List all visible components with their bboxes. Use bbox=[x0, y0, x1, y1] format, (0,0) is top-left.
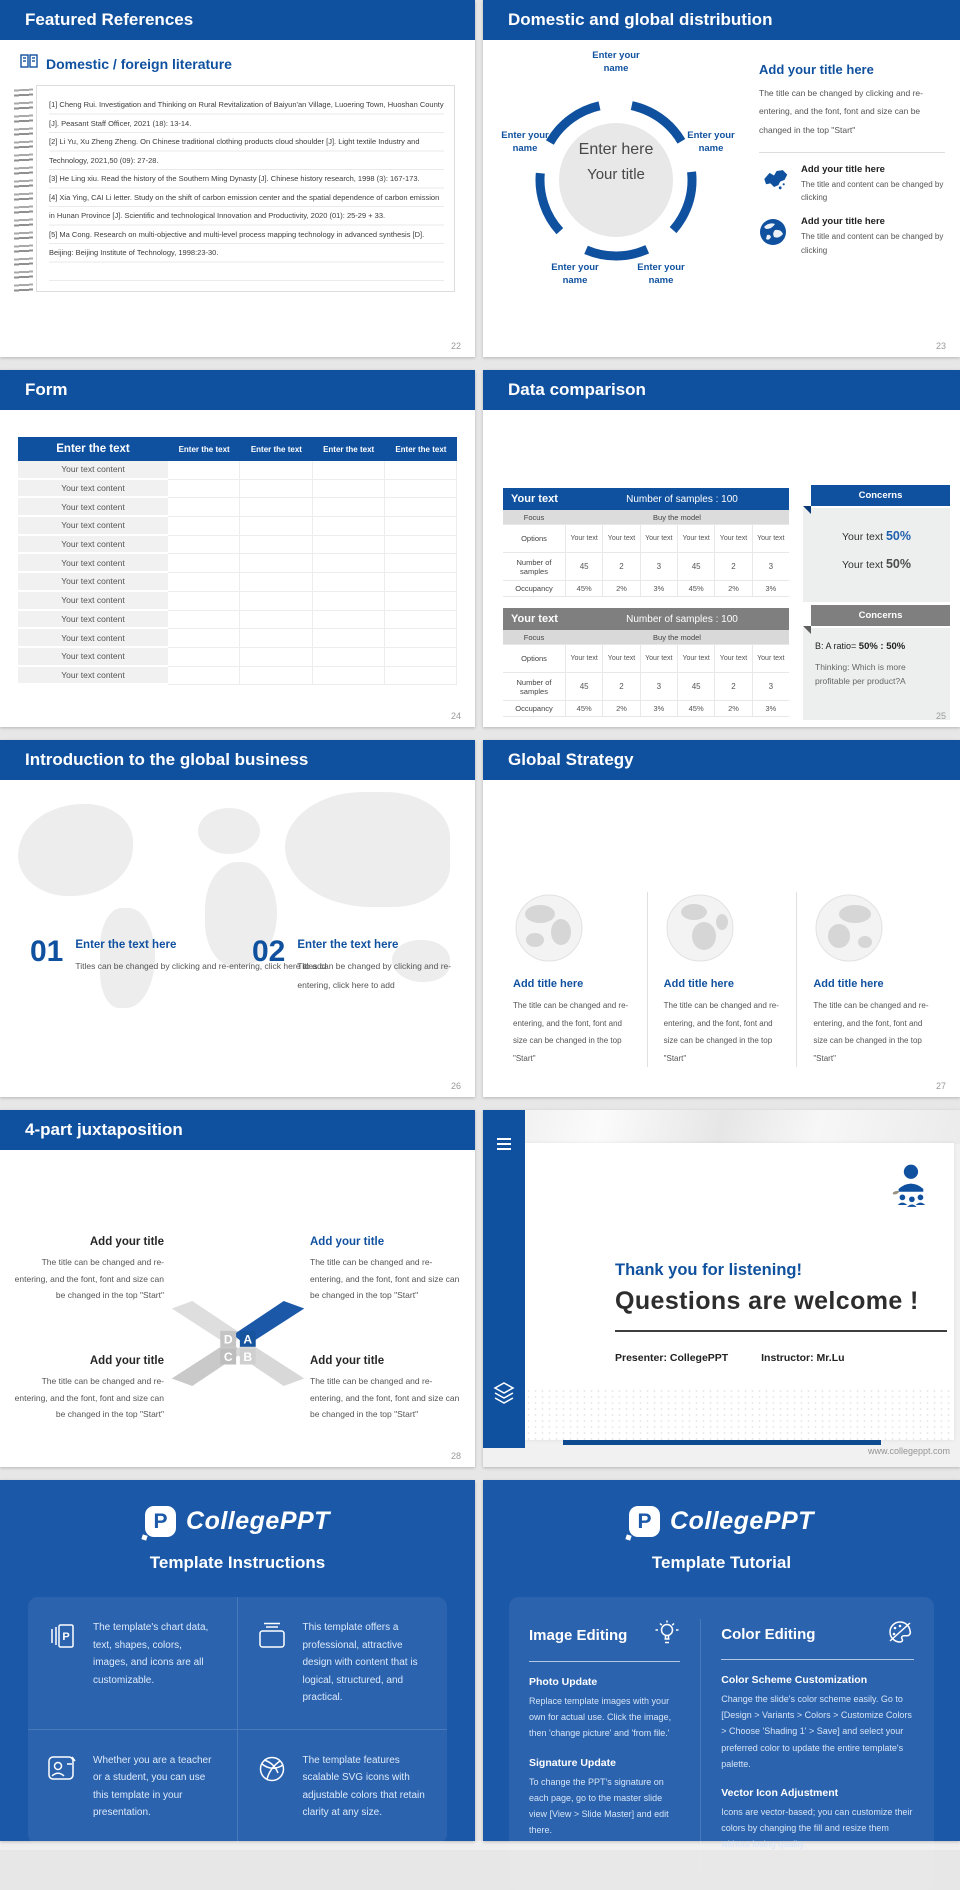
title-block-bottom-right: Add your title The title can be changed and re-entering, and the font, font and size can be changed in the top "Start" bbox=[310, 1355, 460, 1420]
column-header: Enter the text bbox=[250, 444, 302, 454]
layers-icon bbox=[493, 1382, 515, 1413]
letter-d: D bbox=[223, 1332, 233, 1347]
column-text: The title can be changed and re-entering, and the font, font and size can be changed in the top "Start" bbox=[663, 1001, 779, 1063]
table-row: Occupancy 45% 2% 3% 45% 2% 3% bbox=[503, 580, 789, 597]
focus-label: Focus bbox=[523, 512, 545, 522]
table-row: Your text content bbox=[18, 573, 457, 592]
slide-thank-you[interactable] bbox=[483, 1110, 960, 1467]
instruction-item: This template offers a professional, attractive design with content that is logical, structured, and practical. bbox=[238, 1597, 448, 1730]
gray-globe-icon bbox=[513, 892, 585, 964]
list-item bbox=[759, 216, 945, 257]
thanks-heading: Thank you for listening! bbox=[615, 1261, 803, 1279]
tutorial-entry: Vector Icon Adjustment Icons are vector-based; you can customize their colors by changing the fill and resize them without losing quality. bbox=[721, 1786, 913, 1850]
page-number: 28 bbox=[450, 1451, 461, 1461]
collegeppt-wordmark: CollegePPT bbox=[186, 1507, 330, 1535]
table-body bbox=[18, 461, 457, 685]
gray-globe-icon bbox=[813, 892, 885, 964]
slide-title: Domestic and global distribution bbox=[483, 0, 960, 40]
tutorial-column-image-editing bbox=[509, 1619, 700, 1868]
tutorial-entry: Signature Update To change the PPT's signature on each page, go to the master slide view [View > Slide Master] and edit there. bbox=[529, 1756, 669, 1836]
name-label-left: Enter your name bbox=[501, 130, 549, 154]
model-label: Buy the model bbox=[653, 512, 701, 522]
lightbulb-icon bbox=[654, 1619, 680, 1652]
title-block-top-right: Add your title The title can be changed and re-entering, and the font, font and size can be changed in the top "Start" bbox=[310, 1236, 460, 1301]
table-row: Your text content bbox=[18, 498, 457, 517]
column-text: The title can be changed and re-entering, and the font, font and size can be changed in the top "Start" bbox=[513, 1001, 629, 1063]
item-text: Titles can be changed by clicking and re-entering, click here to add bbox=[297, 961, 452, 990]
dribbble-ball-icon bbox=[256, 1752, 290, 1789]
section-title: Color Editing bbox=[721, 1626, 816, 1643]
letter-a: A bbox=[243, 1332, 253, 1347]
briefcase-icon bbox=[256, 1619, 290, 1656]
column-title: Add title here bbox=[813, 978, 884, 990]
table-name: Your text bbox=[511, 493, 558, 505]
item-title: Enter the text here bbox=[297, 939, 399, 951]
strategy-column bbox=[647, 892, 797, 1067]
tutorial-entry: Color Scheme Customization Change the slide's color scheme easily. Go to [Design > Variants > Colors > Customize Colors > Choose 'Shading 1' > Save] and select your preferred color to update the entire template's palette. bbox=[721, 1674, 912, 1769]
slide-23-distribution[interactable] bbox=[483, 0, 960, 357]
table-row: Your text content bbox=[18, 536, 457, 555]
page-number: 23 bbox=[935, 341, 946, 351]
instructions-card bbox=[28, 1597, 447, 1844]
instruction-item: The template features scalable SVG icons with adjustable colors that retain clarity at any size. bbox=[238, 1730, 448, 1844]
item-text: Titles can be changed by clicking and re-entering, click here to add bbox=[75, 961, 327, 971]
table-row: Your text content bbox=[18, 554, 457, 573]
circular-diagram bbox=[491, 50, 741, 320]
literature-heading bbox=[20, 54, 232, 73]
comparison-table-1 bbox=[503, 488, 789, 597]
reference-entry: [3] He Ling xiu. Read the history of the Southern Ming Dynasty [J]. Chinese history research, 1998 (3): 167-173. bbox=[49, 174, 420, 183]
underline-rule bbox=[615, 1330, 947, 1332]
left-sidebar bbox=[483, 1110, 525, 1448]
svg-text:P: P bbox=[62, 1631, 70, 1643]
ribbon-x-graphic bbox=[168, 1296, 308, 1396]
item-text: The title and content can be changed by clicking bbox=[801, 179, 944, 203]
literature-heading-label: Domestic / foreign literature bbox=[46, 55, 232, 72]
slide-title: Featured References bbox=[0, 0, 475, 40]
table-row: Options Your text Your text Your text Your text Your text Your text bbox=[503, 644, 789, 672]
item-text: The title and content can be changed by clicking bbox=[801, 231, 944, 255]
concerns-title: Concerns bbox=[811, 605, 950, 626]
slide-25-data-comparison[interactable] bbox=[483, 370, 960, 727]
instruction-item: Whether you are a teacher or a student, you can use this template in your presentation. bbox=[28, 1730, 238, 1844]
collegeppt-logo-mark-icon: P bbox=[145, 1506, 176, 1537]
thank-you-card bbox=[525, 1143, 954, 1440]
instruction-item: P The template's chart data, text, shapes, colors, images, and icons are all customizable. bbox=[28, 1597, 238, 1730]
distribution-text-column bbox=[759, 62, 945, 257]
strategy-columns bbox=[497, 892, 946, 1067]
template-instructions-panel bbox=[0, 1480, 475, 1841]
reference-entry: [1] Cheng Rui. Investigation and Thinking on Rural Revitalization of Baiyun'an Village, Luoering Town, Huoshan County [J]. Peasant Staff Officer, 2021 (18): 13-14. bbox=[49, 100, 444, 128]
strategy-column bbox=[497, 892, 647, 1067]
concerns-box-2 bbox=[803, 605, 950, 707]
panel-heading: Template Tutorial bbox=[651, 1553, 792, 1572]
tutorial-column-color-editing bbox=[700, 1619, 934, 1868]
gray-globe-icon bbox=[664, 892, 736, 964]
slide-26-global-business[interactable] bbox=[0, 740, 475, 1097]
table-name: Your text bbox=[511, 613, 558, 625]
item-title: Enter the text here bbox=[75, 939, 177, 951]
item-number: 01 bbox=[30, 935, 64, 968]
graduate-person-icon bbox=[891, 1163, 929, 1214]
references-box bbox=[12, 85, 455, 292]
blue-accent-bar bbox=[563, 1440, 881, 1445]
slide-22-featured-references[interactable] bbox=[0, 0, 475, 357]
title-block-bottom-left: Add your title The title can be changed and re-entering, and the font, font and size can be changed in the top "Start" bbox=[14, 1355, 164, 1420]
item-title: Add your title here bbox=[801, 215, 885, 227]
panel-heading: Template Instructions bbox=[149, 1553, 326, 1572]
table-row: Number of samples 45 2 3 45 2 3 bbox=[503, 552, 789, 580]
palette-icon bbox=[886, 1619, 914, 1650]
slide-27-global-strategy[interactable] bbox=[483, 740, 960, 1097]
concerns-title: Concerns bbox=[811, 485, 950, 506]
comparison-table-2 bbox=[503, 608, 789, 717]
table-row: Your text content bbox=[18, 517, 457, 536]
numbered-item-01 bbox=[30, 937, 326, 976]
tutorial-card bbox=[509, 1597, 934, 1890]
presenter-line bbox=[615, 1352, 947, 1364]
instructor: Instructor: Mr.Lu bbox=[761, 1352, 845, 1364]
id-card-person-icon bbox=[46, 1752, 80, 1789]
page-number: 26 bbox=[450, 1081, 461, 1091]
add-title-heading: Add your title here bbox=[759, 62, 874, 77]
concern-line: Your text 50% bbox=[841, 529, 911, 543]
add-title-paragraph: The title can be changed by clicking and re-entering, and the font, font and size can be changed in the top "Start" bbox=[759, 88, 923, 135]
table-header-row bbox=[18, 437, 457, 461]
spiral-binding-icon bbox=[12, 84, 36, 292]
table-row: Your text content bbox=[18, 629, 457, 648]
column-header: Enter the text bbox=[323, 444, 375, 454]
globe-icon bbox=[759, 216, 791, 251]
page-number: 27 bbox=[935, 1081, 946, 1091]
references-list bbox=[36, 85, 455, 292]
thinking-line: Thinking: Which is more profitable per product?A bbox=[815, 662, 906, 687]
table-row: Options Your text Your text Your text Your text Your text Your text bbox=[503, 524, 789, 552]
page-number: 24 bbox=[450, 711, 461, 721]
list-item bbox=[759, 164, 945, 205]
table-row: Your text content bbox=[18, 592, 457, 611]
strategy-column bbox=[796, 892, 946, 1067]
perspective-grid-texture bbox=[525, 1388, 954, 1440]
collegeppt-wordmark: CollegePPT bbox=[670, 1507, 814, 1535]
section-title: Image Editing bbox=[529, 1627, 628, 1644]
page-number: 22 bbox=[450, 341, 461, 351]
column-header: Enter the text bbox=[178, 444, 230, 454]
collegeppt-logo bbox=[483, 1506, 960, 1537]
concern-line: Your text 50% bbox=[841, 556, 911, 571]
collegeppt-logo-mark-icon: P bbox=[629, 1506, 660, 1537]
letter-c: C bbox=[223, 1350, 233, 1365]
table-row: Number of samples 45 2 3 45 2 3 bbox=[503, 672, 789, 700]
open-book-icon bbox=[20, 54, 38, 73]
collegeppt-logo bbox=[0, 1506, 475, 1537]
slide-title: Form bbox=[0, 370, 475, 410]
concerns-box-1 bbox=[803, 485, 950, 587]
table-row: Your text content bbox=[18, 648, 457, 667]
name-label-bottom-right: Enter your name bbox=[637, 262, 685, 286]
section-underline bbox=[529, 1661, 680, 1662]
slide-title: 4-part juxtaposition bbox=[0, 1110, 475, 1150]
column-title: Add title here bbox=[663, 978, 734, 990]
table-row: Occupancy 45% 2% 3% 45% 2% 3% bbox=[503, 700, 789, 717]
model-label: Buy the model bbox=[653, 632, 701, 642]
reference-entry: [5] Ma Cong. Research on multi-objective and multi-level process mapping technology in advanced synthesis [D]. Beijing: Beijing Institute of Technology, 1998:23-30. bbox=[49, 229, 425, 257]
divider bbox=[759, 152, 945, 153]
book-pages-icon bbox=[46, 1619, 80, 1656]
questions-heading: Questions are welcome ! bbox=[615, 1287, 919, 1315]
slide-title: Global Strategy bbox=[483, 740, 960, 780]
samples-label: Number of samples : 100 bbox=[626, 613, 738, 625]
reference-entry: [2] Li Yu, Xu Zheng Zheng. On Chinese traditional clothing products cloud shoulder [J]. Light textile Industry and Technology, 2021,50 (09): 27-28. bbox=[49, 137, 420, 165]
slide-title: Data comparison bbox=[483, 370, 960, 410]
top-texture-strip bbox=[483, 1110, 960, 1144]
name-label-bottom-left: Enter your name bbox=[551, 262, 599, 286]
table-row: Your text content bbox=[18, 667, 457, 686]
item-title: Add your title here bbox=[801, 163, 885, 175]
china-map-icon bbox=[759, 164, 791, 197]
table-row: Your text content bbox=[18, 611, 457, 630]
name-label-right: Enter your name bbox=[687, 130, 735, 154]
item-number: 02 bbox=[252, 935, 286, 968]
ratio-line: B: A ratio= 50% : 50% bbox=[815, 641, 906, 652]
title-block-top-left: Add your title The title can be changed and re-entering, and the font, font and size can be changed in the top "Start" bbox=[14, 1236, 164, 1301]
slide-24-form[interactable] bbox=[0, 370, 475, 727]
column-header: Enter the text bbox=[56, 443, 130, 455]
column-text: The title can be changed and re-entering, and the font, font and size can be changed in the top "Start" bbox=[813, 1001, 929, 1063]
template-tutorial-panel bbox=[483, 1480, 960, 1850]
column-header: Enter the text bbox=[395, 444, 447, 454]
name-label-top: Enter your name bbox=[592, 50, 640, 74]
slide-title: Introduction to the global business bbox=[0, 740, 475, 780]
diagram-center-label: Enter here Your title bbox=[578, 141, 654, 183]
column-title: Add title here bbox=[513, 978, 584, 990]
website-url: www.collegeppt.com bbox=[867, 1446, 950, 1456]
tutorial-entry: Photo Update Replace template images with your own for actual use. Click the image, then 'change picture' and 'from file.' bbox=[529, 1676, 672, 1739]
presenter: Presenter: CollegePPT bbox=[615, 1352, 729, 1364]
hamburger-icon bbox=[497, 1138, 511, 1153]
thank-you-text bbox=[615, 1261, 947, 1364]
table-row: Your text content bbox=[18, 480, 457, 499]
form-table bbox=[18, 437, 457, 685]
letter-b: B bbox=[243, 1350, 253, 1365]
samples-label: Number of samples : 100 bbox=[626, 493, 738, 505]
page-number: 25 bbox=[935, 711, 946, 721]
focus-label: Focus bbox=[523, 632, 545, 642]
section-underline bbox=[721, 1659, 914, 1660]
reference-entry: [4] Xia Ying, CAI Li letter. Study on the shift of carbon emission center and the spatial dependence of carbon emission in Hunan Province [J]. Scientific and technological Innovation and Productivity, 2020 (01): 25-29 + 33. bbox=[49, 192, 440, 220]
slide-28-juxtaposition[interactable] bbox=[0, 1110, 475, 1467]
table-row: Your text content bbox=[18, 461, 457, 480]
